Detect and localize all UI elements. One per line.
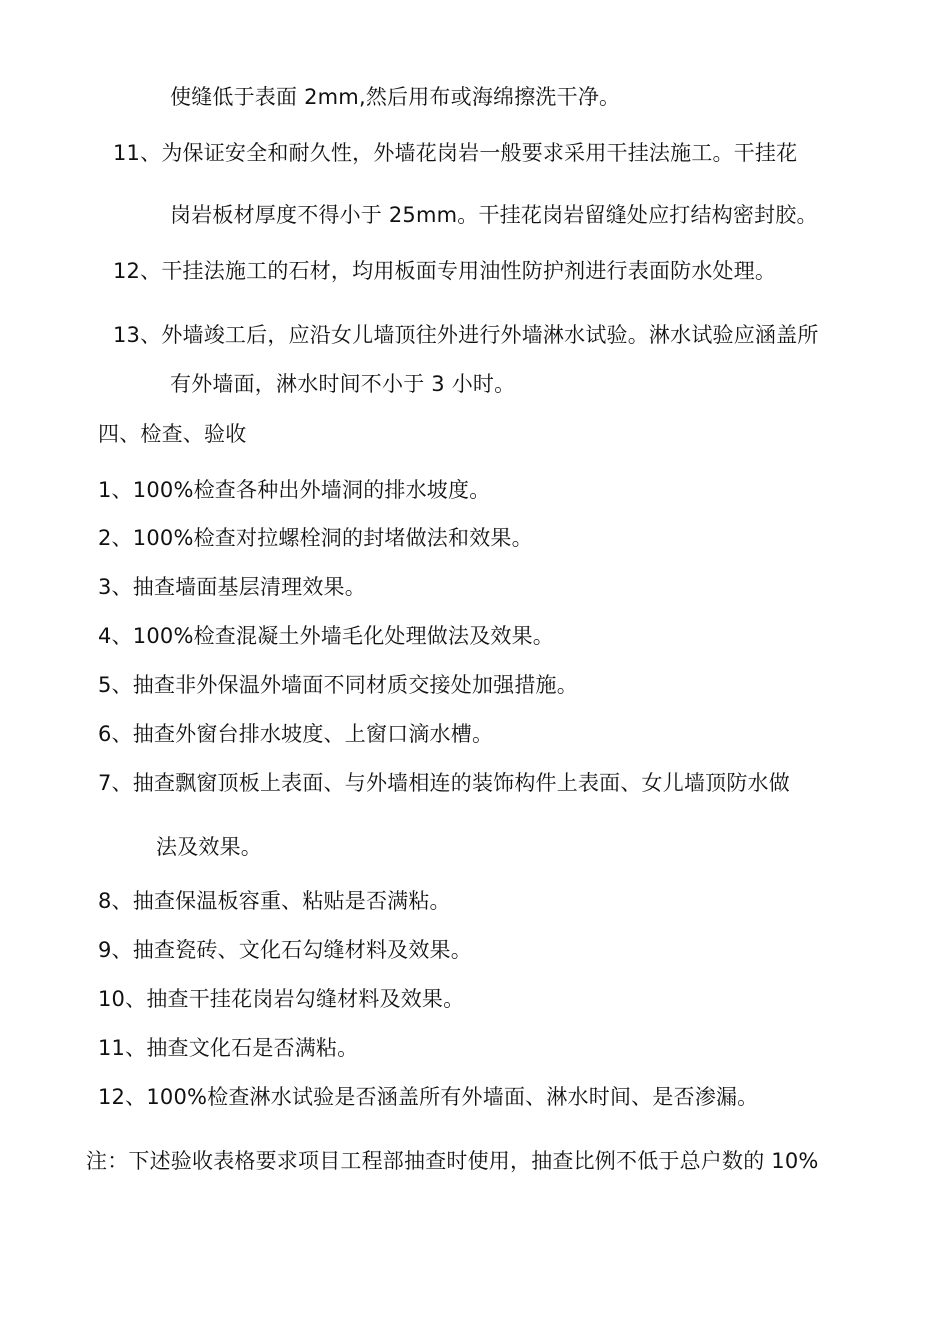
inspection-item-12: 12、100%检查淋水试验是否涵盖所有外墙面、淋水时间、是否渗漏。 xyxy=(98,1085,759,1109)
inspection-item-1: 1、100%检查各种出外墙洞的排水坡度。 xyxy=(98,478,491,502)
inspection-item-5: 5、抽查非外保温外墙面不同材质交接处加强措施。 xyxy=(98,673,578,697)
list-item-12-construction: 12、干挂法施工的石材，均用板面专用油性防护剂进行表面防水处理。 xyxy=(113,259,777,283)
text-line-continuation: 使缝低于表面 2mm,然后用布或海绵擦洗干净。 xyxy=(170,85,621,109)
inspection-item-7: 7、抽查飘窗顶板上表面、与外墙相连的装饰构件上表面、女儿墙顶防水做 xyxy=(98,771,790,795)
note-line: 注：下述验收表格要求项目工程部抽查时使用，抽查比例不低于总户数的 10% xyxy=(86,1149,819,1173)
inspection-item-4: 4、100%检查混凝土外墙毛化处理做法及效果。 xyxy=(98,624,554,648)
text-line-continuation: 有外墙面，淋水时间不小于 3 小时。 xyxy=(170,372,516,396)
inspection-item-10: 10、抽查干挂花岗岩勾缝材料及效果。 xyxy=(98,987,465,1011)
text-line-continuation: 岗岩板材厚度不得小于 25mm。干挂花岗岩留缝处应打结构密封胶。 xyxy=(170,203,818,227)
list-item-11-construction: 11、为保证安全和耐久性，外墙花岗岩一般要求采用干挂法施工。干挂花 xyxy=(113,141,798,165)
list-item-13-construction: 13、外墙竣工后，应沿女儿墙顶往外进行外墙淋水试验。淋水试验应涵盖所 xyxy=(113,323,819,347)
inspection-item-3: 3、抽查墙面基层清理效果。 xyxy=(98,575,366,599)
inspection-item-8: 8、抽查保温板容重、粘贴是否满粘。 xyxy=(98,889,451,913)
inspection-item-11: 11、抽查文化石是否满粘。 xyxy=(98,1036,359,1060)
inspection-item-2: 2、100%检查对拉螺栓洞的封堵做法和效果。 xyxy=(98,526,533,550)
text-line-continuation: 法及效果。 xyxy=(156,835,262,859)
section-heading-inspection: 四、检查、验收 xyxy=(98,422,247,446)
inspection-item-9: 9、抽查瓷砖、文化石勾缝材料及效果。 xyxy=(98,938,472,962)
inspection-item-6: 6、抽查外窗台排水坡度、上窗口滴水槽。 xyxy=(98,722,494,746)
